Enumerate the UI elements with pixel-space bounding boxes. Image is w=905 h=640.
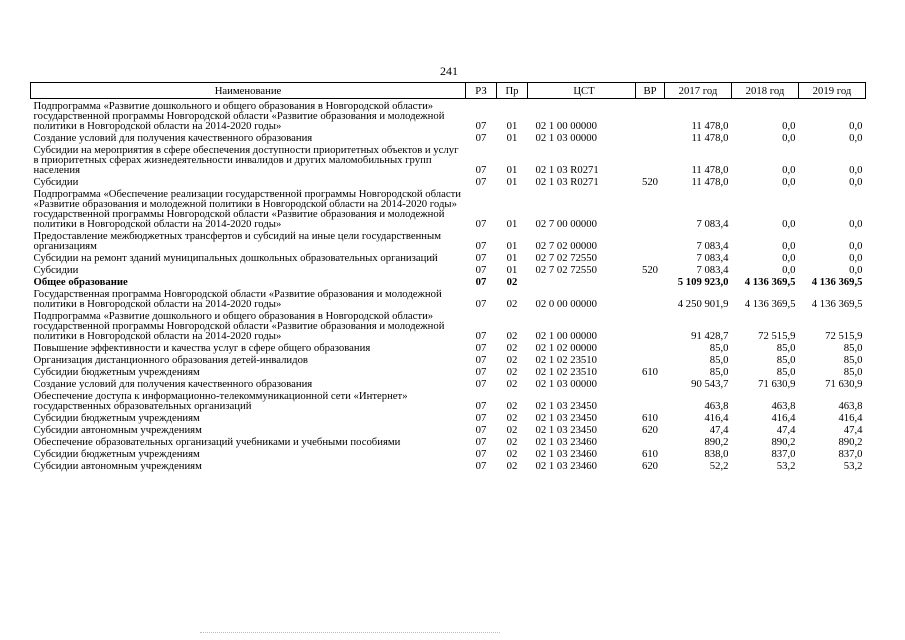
table-row [31,447,866,459]
row-name: Создание условий для получения качественного образования [33,378,313,390]
row-rz: 07 [475,424,487,436]
table-row [31,341,866,353]
row-pr: 02 [506,436,518,448]
row-rz: 07 [475,330,487,342]
row-name: Предоставление межбюджетных трансфертов и субсидий на иные цели государственным организациям [33,230,441,252]
row-value-2018: 463,8 [771,400,796,412]
row-pr: 02 [506,424,518,436]
row-value-2018: 71 630,9 [758,378,796,390]
row-cst: 02 1 00 00000 [535,330,597,342]
row-vr: 610 [641,366,659,378]
row-cst: 02 0 00 00000 [535,298,597,310]
row-name: Подпрограмма «Развитие дошкольного и общего образования в Новгородской области» государственной программы Новгородской области «Развитие образования и молодежной политики в Новгородской области на 2014-2020 годы» [33,100,445,132]
row-pr: 02 [506,378,518,390]
row-value-2019: 47,4 [843,424,863,436]
row-value-2019: 0,0 [849,164,863,176]
row-value-2017: 463,8 [704,400,729,412]
row-name: Субсидии на мероприятия в сфере обеспечения доступности приоритетных объектов и услуг в приоритетных сферах жизнедеятельности инвалидов и других маломобильных групп населения [33,144,459,176]
row-value-2019: 0,0 [849,218,863,230]
table-row [31,389,866,411]
row-value-2017: 11 478,0 [691,120,729,132]
row-value-2018: 416,4 [771,412,796,424]
row-pr: 02 [506,400,518,412]
row-pr: 01 [506,164,518,176]
table-row [31,287,866,309]
row-value-2018: 0,0 [782,176,796,188]
row-rz: 07 [475,448,487,460]
row-cst: 02 7 02 72550 [535,252,597,264]
row-value-2019: 0,0 [849,252,863,264]
row-value-2018: 0,0 [782,164,796,176]
row-name: Субсидии автономным учреждениям [33,460,202,472]
row-value-2019: 72 515,9 [825,330,863,342]
row-value-2019: 4 136 369,5 [811,276,863,288]
table-row [31,263,866,275]
row-rz: 07 [475,252,487,264]
row-value-2017: 890,2 [704,436,729,448]
row-cst: 02 1 02 00000 [535,342,597,354]
table-row [31,353,866,365]
header-cst: ЦСТ [528,83,636,99]
row-rz: 07 [475,366,487,378]
row-pr: 02 [506,448,518,460]
row-cst: 02 1 03 23460 [535,460,597,472]
table-body [31,99,866,472]
row-name: Субсидии [33,264,79,276]
table-row [31,459,866,471]
row-pr: 02 [506,354,518,366]
row-name: Субсидии [33,176,79,188]
table-row [31,251,866,263]
row-pr: 01 [506,252,518,264]
row-value-2019: 0,0 [849,176,863,188]
row-value-2017: 7 083,4 [696,240,729,252]
table-row [31,143,866,175]
row-pr: 01 [506,132,518,144]
row-value-2019: 463,8 [838,400,863,412]
row-value-2017: 838,0 [704,448,729,460]
row-pr: 02 [506,276,518,288]
row-vr [636,187,665,229]
row-value-2019: 85,0 [843,342,863,354]
row-value-2017: 4 250 901,9 [677,298,729,310]
row-vr [636,353,665,365]
row-value-2018: 4 136 369,5 [744,298,796,310]
row-cst: 02 7 02 00000 [535,240,597,252]
row-cst: 02 1 03 23450 [535,400,597,412]
row-cst: 02 1 03 23460 [535,448,597,460]
row-pr: 02 [506,342,518,354]
row-cst: 02 1 00 00000 [535,120,597,132]
row-name: Общее образование [33,276,128,288]
row-cst: 02 1 02 23510 [535,354,597,366]
row-cst: 02 1 03 00000 [535,378,597,390]
row-value-2018: 47,4 [776,424,796,436]
row-pr: 02 [506,330,518,342]
row-cst: 02 1 02 23510 [535,366,597,378]
row-name: Обеспечение образовательных организаций учебниками и учебными пособиями [33,436,401,448]
row-pr: 02 [506,366,518,378]
row-value-2019: 416,4 [838,412,863,424]
row-value-2017: 52,2 [709,460,729,472]
row-value-2018: 85,0 [776,342,796,354]
row-name: Субсидии бюджетным учреждениям [33,366,200,378]
row-value-2017: 91 428,7 [691,330,729,342]
row-pr: 02 [506,298,518,310]
row-name: Подпрограмма «Развитие дошкольного и общего образования в Новгородской области» государственной программы Новгородской области «Развитие образования и молодежной политики в Новгородской области на 2014-2020 годы» [33,310,445,342]
row-name: Подпрограмма «Обеспечение реализации государственной программы Новгородской области «Развитие образования и молодежной политики в Новгородской области на 2014-2020 годы» государственной программы Новгородской области «Развитие образования и молодежной политики в Новгородской области на 2014-2020 годы» [33,188,461,230]
row-rz: 07 [475,298,487,310]
row-value-2019: 85,0 [843,354,863,366]
row-cst: 02 7 02 72550 [535,264,597,276]
row-value-2018: 0,0 [782,120,796,132]
header-rz: РЗ [466,83,497,99]
header-2018: 2018 год [732,83,799,99]
row-name: Повышение эффективности и качества услуг в сфере общего образования [33,342,371,354]
row-cst: 02 1 03 R0271 [535,176,599,188]
table-row [31,435,866,447]
row-value-2018: 85,0 [776,366,796,378]
row-vr [636,131,665,143]
table-row [31,187,866,229]
row-vr: 520 [641,264,659,276]
row-value-2018: 837,0 [771,448,796,460]
row-cst: 02 1 03 23450 [535,412,597,424]
header-vr: ВР [636,83,665,99]
row-value-2019: 0,0 [849,264,863,276]
budget-table [30,82,866,471]
row-value-2019: 0,0 [849,240,863,252]
page-number: 241 [440,64,458,78]
table-row [31,423,866,435]
header-pr: Пр [497,83,528,99]
row-cst: 02 1 03 00000 [535,132,597,144]
row-cst: 02 1 03 23460 [535,436,597,448]
table-row [31,377,866,389]
table-row [31,131,866,143]
row-vr: 620 [641,460,659,472]
header-2019: 2019 год [799,83,866,99]
row-value-2018: 4 136 369,5 [744,276,796,288]
row-value-2018: 0,0 [782,218,796,230]
row-vr [636,309,665,341]
table-header-row [31,83,866,99]
row-vr [636,341,665,353]
row-name: Создание условий для получения качественного образования [33,132,313,144]
row-rz: 07 [475,132,487,144]
row-pr: 01 [506,218,518,230]
table-row [31,275,866,287]
row-rz: 07 [475,276,487,288]
row-rz: 07 [475,436,487,448]
row-name: Субсидии на ремонт зданий муниципальных дошкольных образовательных организаций [33,252,438,264]
row-rz: 07 [475,354,487,366]
row-value-2019: 837,0 [838,448,863,460]
row-value-2018: 85,0 [776,354,796,366]
row-cst [528,275,636,287]
table-row [31,365,866,377]
row-value-2017: 7 083,4 [696,252,729,264]
row-value-2017: 90 543,7 [691,378,729,390]
header-name: Наименование [31,83,466,99]
row-value-2017: 85,0 [709,354,729,366]
row-value-2019: 71 630,9 [825,378,863,390]
row-rz: 07 [475,460,487,472]
row-cst: 02 1 03 R0271 [535,164,599,176]
row-rz: 07 [475,342,487,354]
row-vr: 610 [641,448,659,460]
row-vr [636,229,665,251]
row-rz: 07 [475,218,487,230]
row-rz: 07 [475,400,487,412]
row-value-2017: 47,4 [709,424,729,436]
footer-line [200,632,500,634]
row-name: Организация дистанционного образования детей-инвалидов [33,354,308,366]
table-row [31,175,866,187]
row-value-2019: 53,2 [843,460,863,472]
row-vr [636,435,665,447]
row-vr: 520 [641,176,659,188]
row-cst: 02 7 00 00000 [535,218,597,230]
row-rz: 07 [475,176,487,188]
row-pr: 02 [506,460,518,472]
row-vr [636,99,665,132]
row-rz: 07 [475,240,487,252]
row-pr: 01 [506,264,518,276]
row-value-2018: 0,0 [782,252,796,264]
row-pr: 01 [506,120,518,132]
row-value-2017: 7 083,4 [696,218,729,230]
row-value-2017: 7 083,4 [696,264,729,276]
row-vr [636,251,665,263]
row-value-2017: 85,0 [709,342,729,354]
row-rz: 07 [475,264,487,276]
row-value-2018: 53,2 [776,460,796,472]
row-pr: 01 [506,176,518,188]
row-vr: 610 [641,412,659,424]
row-vr: 620 [641,424,659,436]
row-pr: 01 [506,240,518,252]
table-row [31,229,866,251]
row-name: Обеспечение доступа к информационно-телекоммуникационной сети «Интернет» государственных образовательных организаций [33,390,408,412]
row-vr [636,143,665,175]
row-name: Субсидии бюджетным учреждениям [33,412,200,424]
row-rz: 07 [475,412,487,424]
row-value-2019: 85,0 [843,366,863,378]
row-value-2019: 0,0 [849,120,863,132]
row-pr: 02 [506,412,518,424]
row-value-2019: 4 136 369,5 [811,298,863,310]
row-value-2018: 0,0 [782,240,796,252]
row-value-2019: 0,0 [849,132,863,144]
row-value-2018: 72 515,9 [758,330,796,342]
row-value-2017: 11 478,0 [691,176,729,188]
row-name: Субсидии автономным учреждениям [33,424,202,436]
row-rz: 07 [475,120,487,132]
table-row [31,99,866,132]
table-row [31,411,866,423]
row-name: Субсидии бюджетным учреждениям [33,448,200,460]
table-row [31,309,866,341]
row-value-2017: 416,4 [704,412,729,424]
row-name: Государственная программа Новгородской области «Развитие образования и молодежной политики в Новгородской области на 2014-2020 годы» [33,288,442,310]
row-vr [636,377,665,389]
row-vr [636,287,665,309]
row-value-2017: 5 109 923,0 [677,276,729,288]
row-value-2018: 0,0 [782,264,796,276]
row-value-2019: 890,2 [838,436,863,448]
row-value-2018: 890,2 [771,436,796,448]
header-2017: 2017 год [665,83,732,99]
row-value-2017: 11 478,0 [691,164,729,176]
row-cst: 02 1 03 23450 [535,424,597,436]
row-value-2017: 11 478,0 [691,132,729,144]
row-value-2017: 85,0 [709,366,729,378]
row-vr [636,389,665,411]
row-vr [636,275,665,287]
row-value-2018: 0,0 [782,132,796,144]
row-rz: 07 [475,378,487,390]
row-rz: 07 [475,164,487,176]
